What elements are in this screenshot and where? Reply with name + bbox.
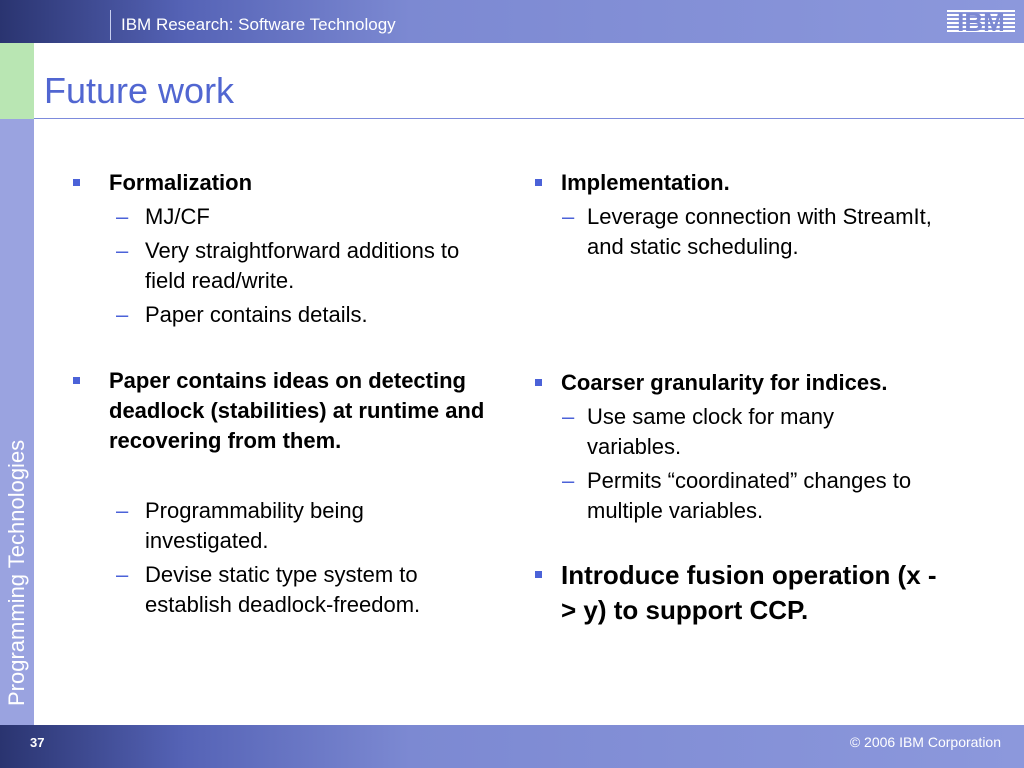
bullet-formalization: [73, 168, 493, 198]
bullet-heading: Formalization: [109, 170, 253, 195]
bullet-icon: [73, 377, 80, 384]
dash-icon: –: [116, 204, 129, 229]
title-divider: [34, 118, 1024, 119]
bullet-heading: Implementation.: [561, 170, 730, 195]
bullet-implementation: [535, 168, 975, 198]
bullet-heading: Paper contains ideas on detecting deadlock (stabilities) at runtime and recovering from them.: [109, 368, 485, 453]
bullet-deadlock-ideas: [73, 366, 493, 490]
sub-item-text: Paper contains details.: [145, 302, 368, 327]
slide-title: Future work: [44, 70, 235, 111]
sub-item-text: Permits “coordinated” changes to multiple variables.: [587, 468, 912, 523]
right-column: [535, 168, 975, 625]
bullet-icon: [535, 379, 542, 386]
dash-icon: –: [562, 404, 575, 429]
sub-item: [73, 300, 493, 334]
dash-icon: –: [562, 204, 575, 229]
dash-icon: –: [116, 498, 129, 523]
page-number: 37: [30, 735, 45, 750]
sub-item-text: Leverage connection with StreamIt, and static scheduling.: [587, 204, 932, 259]
sub-item: [73, 202, 493, 236]
ibm-logo-text: IBM: [957, 8, 1005, 36]
sidebar-accent-block: [0, 43, 34, 119]
bullet-coarser-granularity: [535, 368, 975, 398]
sub-item-text: Devise static type system to establish deadlock-freedom.: [145, 562, 421, 617]
dash-icon: –: [116, 302, 129, 327]
ibm-logo: [947, 8, 1015, 36]
dash-icon: –: [562, 468, 575, 493]
sidebar-label: Programming Technologies: [4, 439, 29, 706]
bullet-fusion-operation: [535, 558, 975, 628]
bullet-icon: [535, 179, 542, 186]
left-column: [73, 168, 493, 617]
sub-item-text: Very straightforward additions to field read/write.: [145, 238, 460, 293]
sub-item: [73, 496, 493, 560]
sub-item-text: MJ/CF: [145, 204, 210, 229]
sub-item: [73, 560, 493, 624]
bullet-icon: [535, 571, 542, 578]
sub-item-text: Programmability being investigated.: [145, 498, 364, 553]
footer-band: [0, 725, 1024, 768]
header-title: IBM Research: Software Technology: [121, 15, 396, 34]
sub-item: [73, 236, 493, 300]
sub-item-text: Use same clock for many variables.: [587, 404, 834, 459]
header-band: [0, 0, 1024, 43]
sub-item: [535, 202, 975, 266]
sub-item: [535, 402, 975, 466]
bullet-heading: Coarser granularity for indices.: [561, 370, 888, 395]
copyright-text: © 2006 IBM Corporation: [849, 734, 1001, 750]
header-separator: [110, 10, 111, 40]
dash-icon: –: [116, 238, 129, 263]
bullet-heading: Introduce fusion operation (x -> y) to support CCP.: [561, 560, 937, 625]
dash-icon: –: [116, 562, 129, 587]
bullet-icon: [73, 179, 80, 186]
sub-item: [535, 466, 975, 530]
